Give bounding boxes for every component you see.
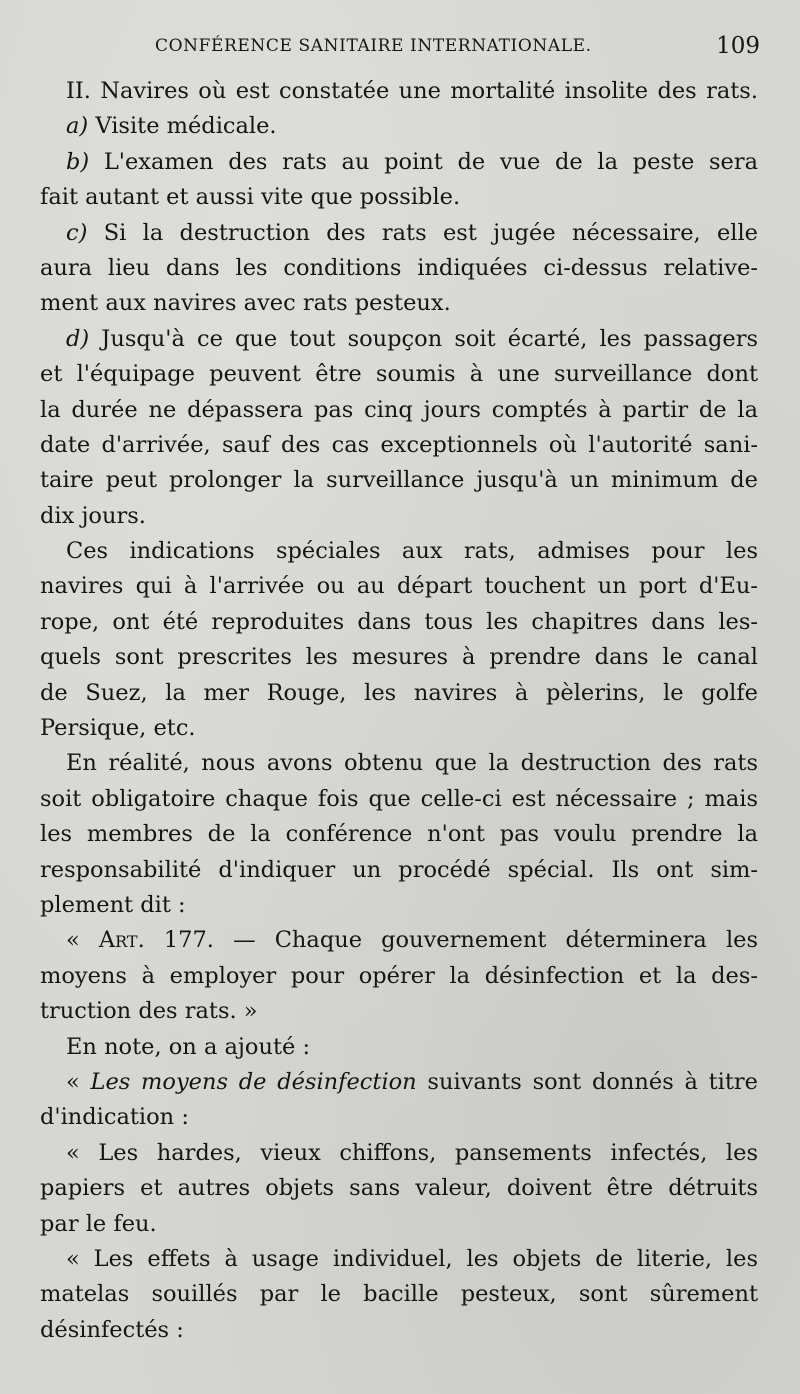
text-line: dix jours. xyxy=(40,502,146,529)
list-marker: b) xyxy=(66,148,90,175)
list-marker: c) xyxy=(66,219,88,246)
text-line: navires qui à l'arrivée ou au départ touchent un port d'Eu- xyxy=(40,573,758,600)
text-line: désinfectés : xyxy=(40,1316,184,1343)
text-line: et l'équipage peuvent être soumis à une surveillance dont xyxy=(40,361,758,388)
page-header xyxy=(0,33,800,70)
text-line: Persique, etc. xyxy=(40,715,196,742)
list-marker: a) xyxy=(66,113,89,140)
text-line: a) Visite médicale. xyxy=(66,113,277,140)
list-marker: d) xyxy=(66,325,90,352)
text-line: « Les effets à usage individuel, les objets de literie, les xyxy=(66,1245,758,1272)
running-title: CONFÉRENCE SANITAIRE INTERNATIONALE. xyxy=(155,36,592,56)
page-body xyxy=(40,74,758,1348)
text-line: par le feu. xyxy=(40,1210,157,1237)
page-number: 109 xyxy=(716,33,760,59)
text-line: de Suez, la mer Rouge, les navires à pèlerins, le golfe xyxy=(40,679,758,706)
text-line: date d'arrivée, sauf des cas exceptionnels où l'autorité sani- xyxy=(40,431,758,458)
text-line: matelas souillés par le bacille pesteux, sont sûrement xyxy=(40,1281,758,1308)
text-line: moyens à employer pour opérer la désinfection et la des- xyxy=(40,962,758,989)
text-line: d) Jusqu'à ce que tout soupçon soit écarté, les passagers xyxy=(66,325,758,352)
text-line: Ces indications spéciales aux rats, admises pour les xyxy=(66,538,758,565)
text-line: responsabilité d'indiquer un procédé spécial. Ils ont sim- xyxy=(40,856,758,883)
text-line: « Les hardes, vieux chiffons, pansements infectés, les xyxy=(66,1139,758,1166)
text-line: fait autant et aussi vite que possible. xyxy=(40,184,461,211)
text-line: aura lieu dans les conditions indiquées ci-dessus relative- xyxy=(40,254,758,281)
text-line: papiers et autres objets sans valeur, doivent être détruits xyxy=(40,1175,758,1202)
text-line: En note, on a ajouté : xyxy=(66,1033,311,1060)
text-line: II. Navires où est constatée une mortalité insolite des rats. xyxy=(66,78,758,104)
text-line: soit obligatoire chaque fois que celle-ci est nécessaire ; mais xyxy=(40,785,758,812)
text-line: d'indication : xyxy=(40,1104,189,1131)
article-label: Art. xyxy=(98,927,145,954)
text-line: ment aux navires avec rats pesteux. xyxy=(40,290,451,317)
text-line: quels sont prescrites les mesures à prendre dans le canal xyxy=(40,644,758,671)
text-line: truction des rats. » xyxy=(40,998,258,1025)
emphasis-text: Les moyens de désinfection xyxy=(90,1068,417,1095)
text-line: taire peut prolonger la surveillance jusqu'à un minimum de xyxy=(40,467,758,494)
text-line: « Les moyens de désinfection suivants sont donnés à titre xyxy=(66,1068,758,1095)
text-line: En réalité, nous avons obtenu que la destruction des rats xyxy=(66,750,758,777)
text-line: plement dit : xyxy=(40,891,186,918)
text-line: b) L'examen des rats au point de vue de la peste sera xyxy=(66,148,758,175)
text-line: les membres de la conférence n'ont pas voulu prendre la xyxy=(40,821,758,848)
text-line: c) Si la destruction des rats est jugée nécessaire, elle xyxy=(66,219,758,246)
text-line: la durée ne dépassera pas cinq jours comptés à partir de la xyxy=(40,396,758,423)
text-line: « Art. 177. — Chaque gouvernement déterminera les xyxy=(66,927,758,954)
text-line: rope, ont été reproduites dans tous les chapitres dans les- xyxy=(40,608,758,635)
